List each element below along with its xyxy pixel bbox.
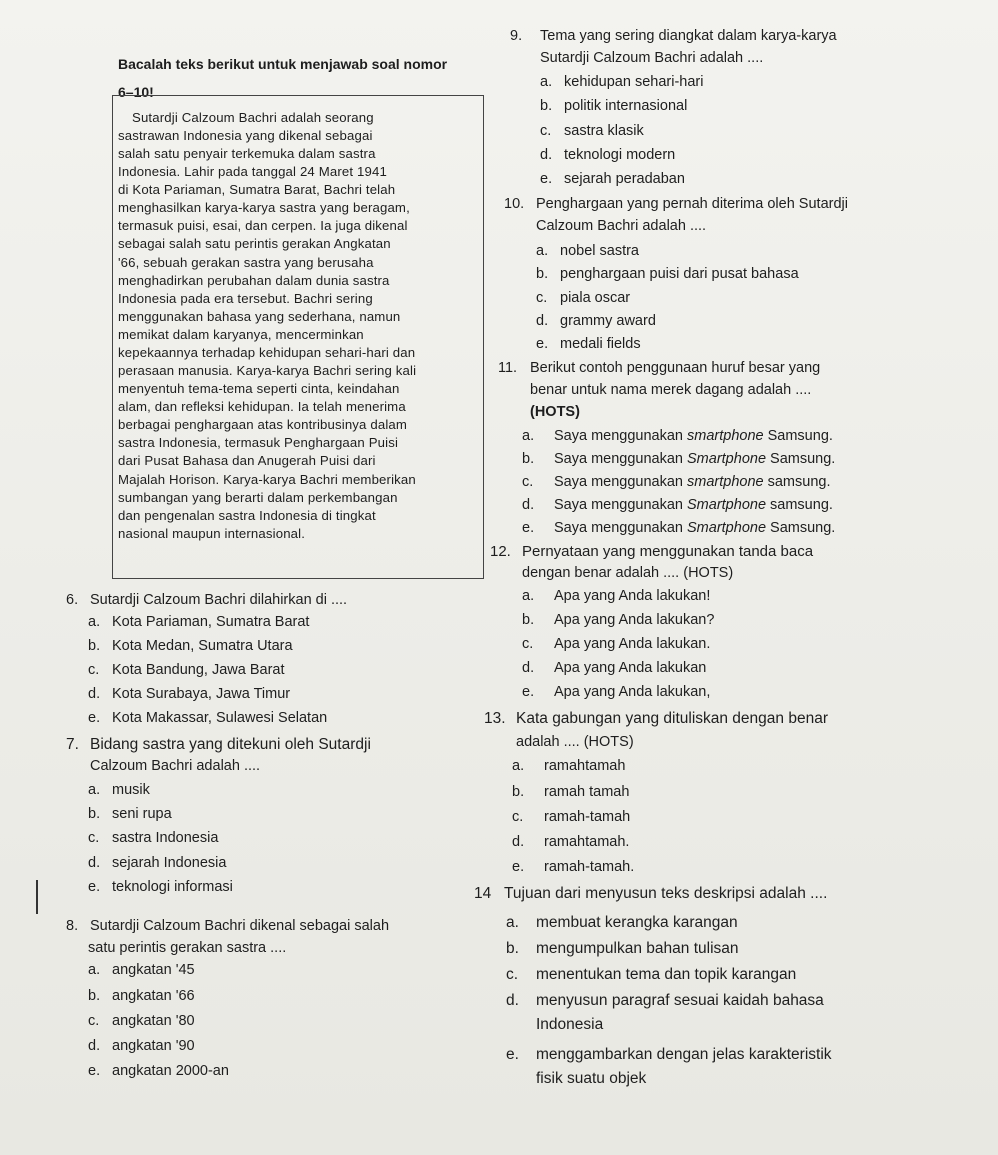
option: b. Kota Medan, Sumatra Utara: [88, 638, 293, 654]
option: c. sastra Indonesia: [88, 830, 219, 846]
question-13: 13. Kata gabungan yang dituliskan dengan benar: [484, 710, 828, 727]
option: d. Saya menggunakan Smartphone samsung.: [522, 497, 833, 513]
option: e. ramah-tamah.: [512, 859, 635, 875]
option-cont: fisik suatu objek: [536, 1070, 647, 1087]
option: e. Saya menggunakan Smartphone Samsung.: [522, 520, 836, 536]
passage-line: Indonesia. Lahir pada tanggal 24 Maret 1941: [118, 164, 387, 179]
question-12-cont: dengan benar adalah .... (HOTS): [522, 565, 734, 581]
option: b. penghargaan puisi dari pusat bahasa: [536, 266, 799, 282]
passage-line: nasional maupun internasional.: [118, 526, 306, 541]
option: a. Kota Pariaman, Sumatra Barat: [88, 614, 310, 630]
option: b. ramah tamah: [512, 784, 630, 800]
question-14: 14 Tujuan dari menyusun teks deskripsi adalah ....: [474, 885, 828, 902]
option: a. nobel sastra: [536, 243, 639, 259]
option: a. kehidupan sehari-hari: [540, 74, 704, 90]
hots-label: (HOTS): [530, 404, 580, 420]
passage-line: Majalah Horison. Karya-karya Bachri memberikan: [118, 472, 416, 487]
passage-line: dan pengenalan sastra Indonesia di tingkat: [118, 508, 376, 523]
passage-line: sastra Indonesia, termasuk Penghargaan Puisi: [118, 435, 399, 450]
option: b. mengumpulkan bahan tulisan: [506, 940, 739, 957]
option: b. seni rupa: [88, 806, 172, 822]
passage-line: alam, dan refleksi kehidupan. Ia telah menerima: [118, 399, 406, 414]
question-13-cont: adalah .... (HOTS): [516, 734, 634, 750]
question-7: 7. Bidang sastra yang ditekuni oleh Sutardji: [66, 736, 371, 753]
option: e. menggambarkan dengan jelas karakteristik: [506, 1046, 832, 1063]
question-11: 11. Berikut contoh penggunaan huruf besar yang: [498, 360, 821, 376]
question-10-cont: Calzoum Bachri adalah ....: [536, 218, 707, 234]
option: e. sejarah peradaban: [540, 171, 685, 187]
option: d. angkatan '90: [88, 1038, 195, 1054]
passage-line: dari Pusat Bahasa dan Anugerah Puisi dari: [118, 453, 376, 468]
option: a. Apa yang Anda lakukan!: [522, 588, 711, 604]
question-6: 6. Sutardji Calzoum Bachri dilahirkan di ....: [66, 592, 348, 608]
question-9: 9. Tema yang sering diangkat dalam karya-karya: [510, 28, 837, 44]
question-11-cont: benar untuk nama merek dagang adalah ....: [530, 382, 812, 398]
question-8: 8. Sutardji Calzoum Bachri dikenal sebagai salah: [66, 918, 390, 934]
option: a. musik: [88, 782, 150, 798]
option: c. ramah-tamah: [512, 809, 631, 825]
passage-line: termasuk puisi, esai, dan cerpen. Ia juga dikenal: [118, 218, 408, 233]
passage-line: di Kota Pariaman, Sumatra Barat, Bachri telah: [118, 182, 396, 197]
passage-line: berbagai penghargaan atas kontribusinya dalam: [118, 417, 408, 432]
question-12: 12. Pernyataan yang menggunakan tanda baca: [490, 543, 814, 560]
passage-line: salah satu penyair terkemuka dalam sastra: [118, 146, 376, 161]
question-9-cont: Sutardji Calzoum Bachri adalah ....: [540, 50, 764, 66]
passage-line: menghasilkan karya-karya sastra yang beragam,: [118, 200, 410, 215]
margin-mark: [36, 880, 38, 914]
instruction-line-2: 6–10!: [118, 84, 154, 100]
option: d. menyusun paragraf sesuai kaidah bahasa: [506, 992, 824, 1009]
option: d. ramahtamah.: [512, 834, 630, 850]
option: c. Apa yang Anda lakukan.: [522, 636, 711, 652]
instruction-line-1: Bacalah teks berikut untuk menjawab soal nomor: [118, 56, 448, 72]
option: e. angkatan 2000-an: [88, 1063, 229, 1079]
passage-line: menggunakan bahasa yang sederhana, namun: [118, 309, 401, 324]
option: c. Saya menggunakan smartphone samsung.: [522, 474, 831, 490]
option: c. angkatan '80: [88, 1013, 195, 1029]
passage-line: kepekaannya terhadap kehidupan sehari-hari dan: [118, 345, 416, 360]
passage-line: perasaan manusia. Karya-karya Bachri sering kali: [118, 363, 417, 378]
option: d. Apa yang Anda lakukan: [522, 660, 707, 676]
option: b. Saya menggunakan Smartphone Samsung.: [522, 451, 836, 467]
option: a. ramahtamah: [512, 758, 626, 774]
option: d. sejarah Indonesia: [88, 855, 227, 871]
option: a. Saya menggunakan smartphone Samsung.: [522, 428, 833, 444]
passage-line: menghadirkan perubahan dalam dunia sastra: [118, 273, 390, 288]
option: e. teknologi informasi: [88, 879, 233, 895]
passage-line: '66, sebuah gerakan sastra yang berusaha: [118, 255, 374, 270]
option: e. medali fields: [536, 336, 641, 352]
option: d. Kota Surabaya, Jawa Timur: [88, 686, 291, 702]
passage-line: Sutardji Calzoum Bachri adalah seorang: [132, 110, 374, 125]
option: c. piala oscar: [536, 290, 631, 306]
option-cont: Indonesia: [536, 1016, 604, 1033]
option: e. Apa yang Anda lakukan,: [522, 684, 711, 700]
option: c. sastra klasik: [540, 123, 644, 139]
passage-line: sastrawan Indonesia yang dikenal sebagai: [118, 128, 373, 143]
option: d. grammy award: [536, 313, 656, 329]
question-10: 10. Penghargaan yang pernah diterima oleh Sutardji: [504, 196, 848, 212]
option: b. angkatan '66: [88, 988, 195, 1004]
option: c. Kota Bandung, Jawa Barat: [88, 662, 285, 678]
option: b. Apa yang Anda lakukan?: [522, 612, 715, 628]
passage-line: sebagai salah satu perintis gerakan Angkatan: [118, 236, 391, 251]
option: c. menentukan tema dan topik karangan: [506, 966, 797, 983]
option: b. politik internasional: [540, 98, 688, 114]
passage-line: memikat dalam karyanya, mencerminkan: [118, 327, 364, 342]
passage-line: menyentuh tema-tema seperti cinta, keindahan: [118, 381, 400, 396]
question-8-cont: satu perintis gerakan sastra ....: [88, 940, 287, 956]
option: d. teknologi modern: [540, 147, 676, 163]
passage-line: Indonesia pada era tersebut. Bachri sering: [118, 291, 373, 306]
question-7-cont: Calzoum Bachri adalah ....: [90, 758, 261, 774]
option: a. angkatan '45: [88, 962, 195, 978]
option: e. Kota Makassar, Sulawesi Selatan: [88, 710, 328, 726]
option: a. membuat kerangka karangan: [506, 914, 738, 931]
passage-line: sumbangan yang berarti dalam perkembangan: [118, 490, 398, 505]
